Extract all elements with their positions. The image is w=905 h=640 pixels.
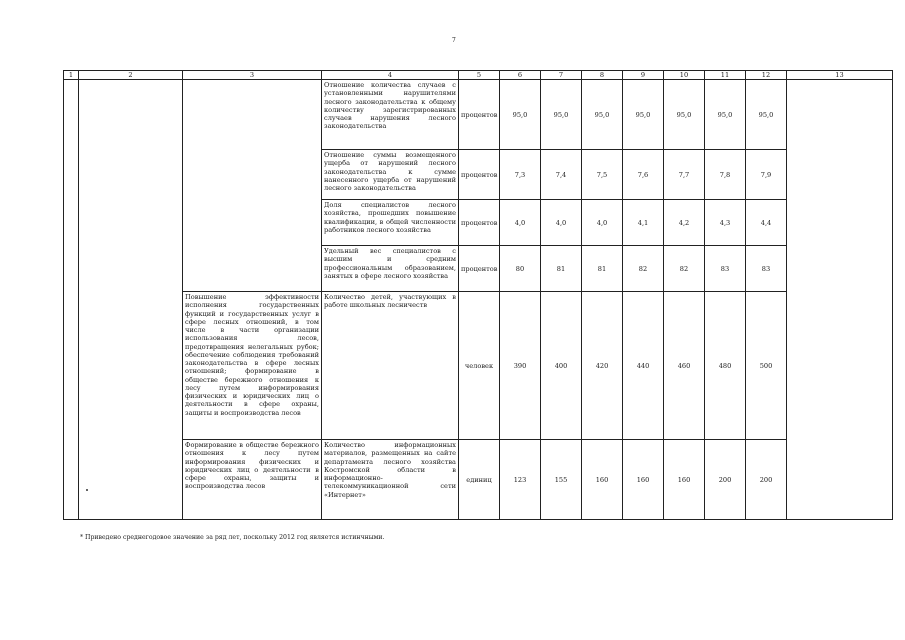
task-cell: Формирование в обществе бережного отношения к лесу путем информирования физических и юридических лиц о деятельности в сфере охраны, защиты и воспроизводства лесов (183, 440, 322, 520)
column-number: 10 (664, 71, 705, 80)
value-cell: 420 (582, 292, 623, 440)
value-cell: 7,5 (582, 150, 623, 200)
value-cell: 81 (541, 246, 582, 292)
value-cell: 7,7 (664, 150, 705, 200)
column-number: 13 (787, 71, 893, 80)
column-number: 4 (322, 71, 459, 80)
value-cell: 440 (623, 292, 664, 440)
indicator-cell: Удельный вес специалистов с высшим и средним профессиональным образованием, занятых в сфере лесного хозяйства (322, 246, 459, 292)
column-number: 3 (183, 71, 322, 80)
indicator-cell: Количество детей, участвующих в работе школьных лесничеств (322, 292, 459, 440)
value-cell: 4,0 (582, 200, 623, 246)
column-number: 9 (623, 71, 664, 80)
unit-cell: процентов (459, 200, 500, 246)
indicator-cell: Отношение количества случаев с установленными нарушителями лесного законодательства к общему количеству зарегистрированных случаев нарушения лесного законодательства (322, 80, 459, 150)
value-cell: 82 (664, 246, 705, 292)
indicator-cell: Доля специалистов лесного хозяйства, прошедших повышение квалификации, в общей численности работников лесного хозяйства (322, 200, 459, 246)
page-number: 7 (452, 37, 456, 44)
cell-col-13 (787, 80, 893, 520)
value-cell: 7,3 (500, 150, 541, 200)
value-cell: 390 (500, 292, 541, 440)
task-cell: Повышение эффективности исполнения государственных функций и государственных услуг в сфере лесных отношений, в том числе в части организации использования лесов, предотвращения нелегальных рубок; обеспечение соблюдения требований законодательства в сфере лесных отношений; формирование в обществе бережного отношения к лесу путем информирования физических и юридических лиц о деятельности в сфере охраны, защиты и воспроизводства лесов (183, 292, 322, 440)
unit-cell: процентов (459, 246, 500, 292)
unit-cell: процентов (459, 150, 500, 200)
column-number: 1 (64, 71, 79, 80)
indicator-cell: Количество информационных материалов, размещенных на сайте департамента лесного хозяйства Костромской области в информационно-телекоммуникационной сети «Интернет» (322, 440, 459, 520)
value-cell: 4,0 (541, 200, 582, 246)
column-number: 12 (746, 71, 787, 80)
value-cell: 81 (582, 246, 623, 292)
column-number: 11 (705, 71, 746, 80)
value-cell: 7,8 (705, 150, 746, 200)
table-row (64, 440, 893, 520)
column-number: 6 (500, 71, 541, 80)
value-cell: 500 (746, 292, 787, 440)
indicator-cell: Отношение суммы возмещенного ущерба от нарушений лесного законодательства к сумме нанесенного ущерба от нарушений лесного законодательства (322, 150, 459, 200)
unit-cell: процентов (459, 80, 500, 150)
cell-col-2 (79, 80, 183, 520)
value-cell: 4,2 (664, 200, 705, 246)
footnote-divider (80, 519, 172, 520)
column-number: 7 (541, 71, 582, 80)
value-cell: 160 (623, 440, 664, 520)
cell-task-empty (183, 80, 322, 292)
column-number: 2 (79, 71, 183, 80)
value-cell: 200 (746, 440, 787, 520)
value-cell: 7,6 (623, 150, 664, 200)
unit-cell: человек (459, 292, 500, 440)
value-cell: 480 (705, 292, 746, 440)
value-cell: 80 (500, 246, 541, 292)
value-cell: 200 (705, 440, 746, 520)
value-cell: 400 (541, 292, 582, 440)
footnote: * Приведено среднегодовое значение за ряд лет, поскольку 2012 год является истинчными. (80, 534, 385, 541)
value-cell: 4,4 (746, 200, 787, 246)
value-cell: 83 (746, 246, 787, 292)
scan-speck (86, 489, 88, 491)
value-cell: 4,3 (705, 200, 746, 246)
value-cell: 155 (541, 440, 582, 520)
value-cell: 4,0 (500, 200, 541, 246)
value-cell: 123 (500, 440, 541, 520)
value-cell: 7,9 (746, 150, 787, 200)
column-number: 5 (459, 71, 500, 80)
table-row (64, 80, 893, 150)
value-cell: 95,0 (746, 80, 787, 150)
unit-cell: единиц (459, 440, 500, 520)
value-cell: 83 (705, 246, 746, 292)
value-cell: 82 (623, 246, 664, 292)
value-cell: 460 (664, 292, 705, 440)
value-cell: 160 (582, 440, 623, 520)
cell-col-1 (64, 80, 79, 520)
value-cell: 160 (664, 440, 705, 520)
value-cell: 95,0 (623, 80, 664, 150)
value-cell: 95,0 (582, 80, 623, 150)
value-cell: 95,0 (541, 80, 582, 150)
value-cell: 4,1 (623, 200, 664, 246)
indicators-table (63, 70, 893, 520)
table-row (64, 292, 893, 440)
value-cell: 95,0 (664, 80, 705, 150)
value-cell: 95,0 (500, 80, 541, 150)
value-cell: 7,4 (541, 150, 582, 200)
column-number: 8 (582, 71, 623, 80)
value-cell: 95,0 (705, 80, 746, 150)
column-numbers-row (64, 71, 893, 80)
